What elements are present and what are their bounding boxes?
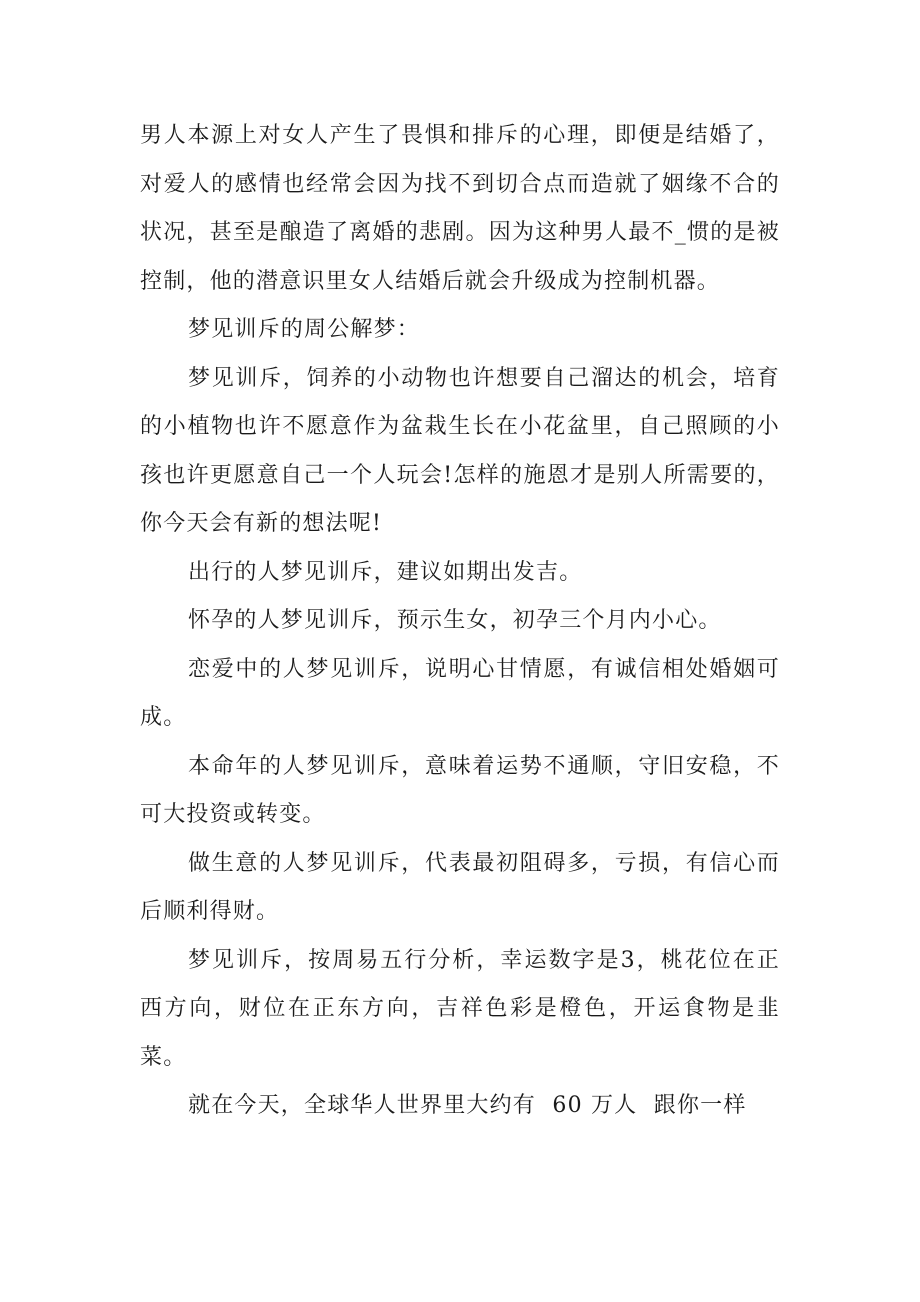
paragraph-7: 本命年的人梦见训斥，意味着运势不通顺，守旧安稳，不可大投资或转变。 (140, 753, 780, 827)
paragraph-4: 出行的人梦见训斥，建议如期出发吉。 (188, 559, 583, 585)
document-body (140, 112, 780, 1131)
paragraph-1: 男人本源上对女人产生了畏惧和排斥的心理，即便是结婚了，对爱人的感情也经常会因为找不到切合点而造就了姻缘不合的状况，甚至是酿造了离婚的悲剧。因为这种男人最不_惯的是被控制，他的潜意识里女人结婚后就会升级成为控制机器。 (140, 123, 780, 294)
paragraph-10: 就在今天，全球华人世界里大约有 60 万人 跟你一样 (188, 1093, 747, 1118)
paragraph-6: 恋爱中的人梦见训斥，说明心甘情愿，有诚信相处婚姻可成。 (140, 656, 780, 730)
paragraph-8: 做生意的人梦见训斥，代表最初阻碍多，亏损，有信心而后顺利得财。 (140, 850, 780, 924)
paragraph-3: 梦见训斥，饲养的小动物也许想要自己溜达的机会，培育的小植物也许不愿意作为盆栽生长在小花盆里，自己照顾的小孩也许更愿意自己一个人玩会!怎样的施恩才是别人所需要的，你今天会有新的想法呢! (140, 365, 780, 536)
paragraph-2-heading: 梦见训斥的周公解梦： (188, 317, 421, 342)
paragraph-9: 梦见训斥，按周易五行分析，幸运数字是3，桃花位在正西方向，财位在正东方向，吉祥色彩是橙色，开运食物是韭菜。 (140, 947, 780, 1070)
paragraph-5: 怀孕的人梦见训斥，预示生女，初孕三个月内小心。 (188, 608, 722, 633)
